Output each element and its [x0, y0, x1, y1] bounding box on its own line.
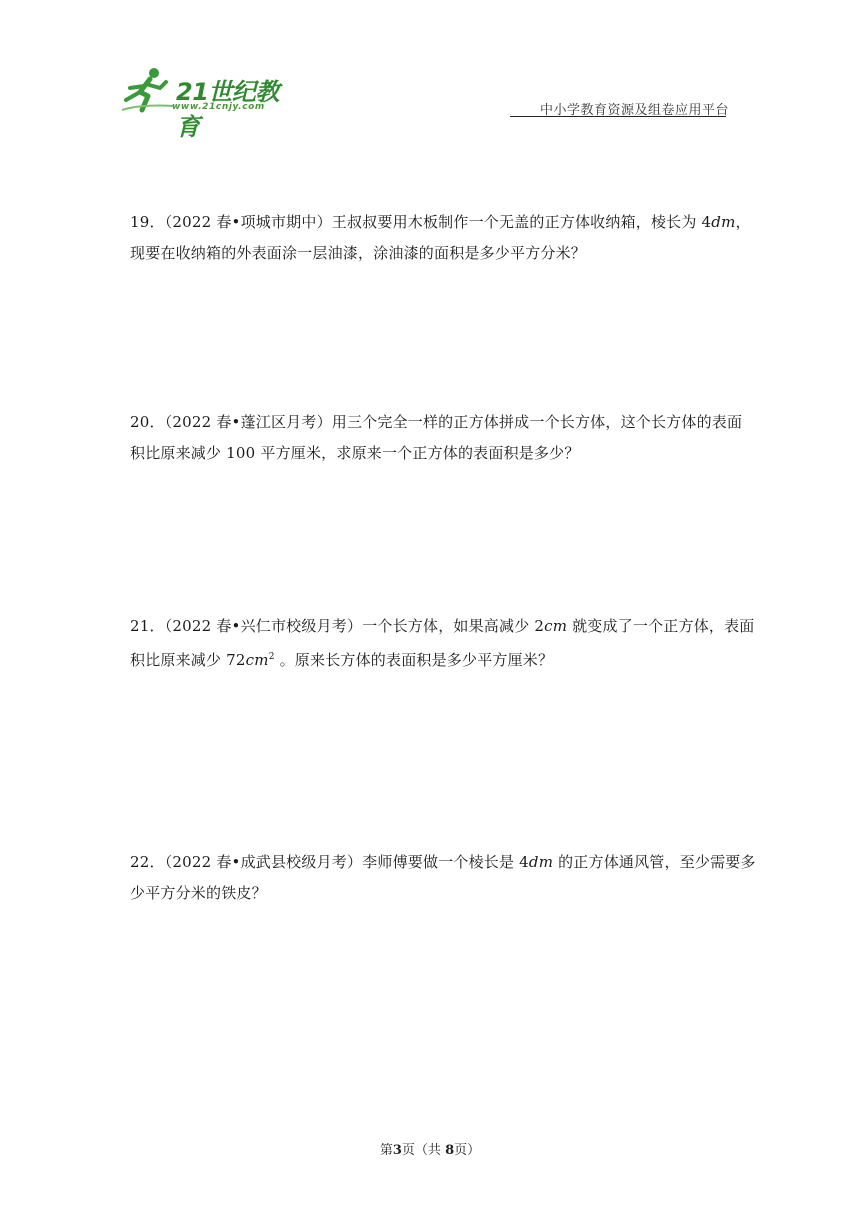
- unit: cm: [544, 617, 568, 635]
- question-19: [130, 207, 751, 269]
- page-footer: [0, 1139, 860, 1158]
- question-text: 的正方体通风管，至少需要多: [553, 853, 756, 871]
- platform-name: 中小学教育资源及组卷应用平台: [540, 103, 730, 118]
- question-line: 现要在收纳箱的外表面涂一层油漆，涂油漆的面积是多少平方分米？: [130, 244, 587, 262]
- unit: dm: [528, 853, 554, 871]
- question-21: [130, 611, 755, 676]
- question-number: 21．: [130, 617, 165, 635]
- question-line: 积比原来减少 100 平方厘米，求原来一个正方体的表面积是多少？: [130, 444, 580, 462]
- footer-mid: 页（共: [401, 1143, 446, 1158]
- logo-url: www.21cnjy.com: [172, 102, 265, 112]
- question-20: [130, 407, 743, 469]
- page-number: 3: [392, 1143, 402, 1158]
- question-line: [130, 611, 755, 642]
- question-number: 20．: [130, 413, 165, 431]
- logo-text: 世纪教育: [176, 78, 279, 141]
- unit: dm: [711, 213, 736, 231]
- page-total: 8: [445, 1143, 455, 1158]
- footer-suffix: 页）: [454, 1143, 481, 1158]
- question-text: 积比原来减少 72: [130, 651, 246, 669]
- question-text: 。原来长方体的表面积是多少平方厘米？: [274, 651, 554, 669]
- unit: cm: [245, 651, 269, 669]
- footer-prefix: 第: [379, 1143, 393, 1158]
- question-text: ，: [735, 213, 751, 231]
- question-source: （2022 春•项城市期中）: [164, 213, 332, 231]
- logo: [120, 66, 300, 141]
- question-source: （2022 春•成武县校级月考）: [164, 853, 363, 871]
- runner-icon: [120, 66, 176, 114]
- question-line: [130, 847, 756, 878]
- superscript: 2: [268, 652, 275, 662]
- question-source: （2022 春•蓬江区月考）: [164, 413, 332, 431]
- logo-number: 21: [176, 78, 209, 106]
- question-text: 用三个完全一样的正方体拼成一个长方体，这个长方体的表面: [331, 413, 743, 431]
- question-number: 22．: [130, 853, 165, 871]
- question-line: [130, 642, 730, 676]
- page-header: [0, 0, 860, 141]
- question-22: [130, 847, 756, 909]
- question-line: [130, 407, 743, 438]
- question-text: 就变成了一个正方体，表面: [567, 617, 755, 635]
- question-line: 少平方分米的铁皮？: [130, 884, 267, 902]
- question-text: 李师傅要做一个棱长是 4: [362, 853, 529, 871]
- question-number: 19．: [130, 213, 165, 231]
- question-source: （2022 春•兴仁市校级月考）: [164, 617, 363, 635]
- question-text: 王叔叔要用木板制作一个无盖的正方体收纳箱，棱长为 4: [331, 213, 712, 231]
- question-text: 一个长方体，如果高减少 2: [362, 617, 545, 635]
- header-divider: [510, 116, 726, 117]
- question-line: [130, 207, 751, 238]
